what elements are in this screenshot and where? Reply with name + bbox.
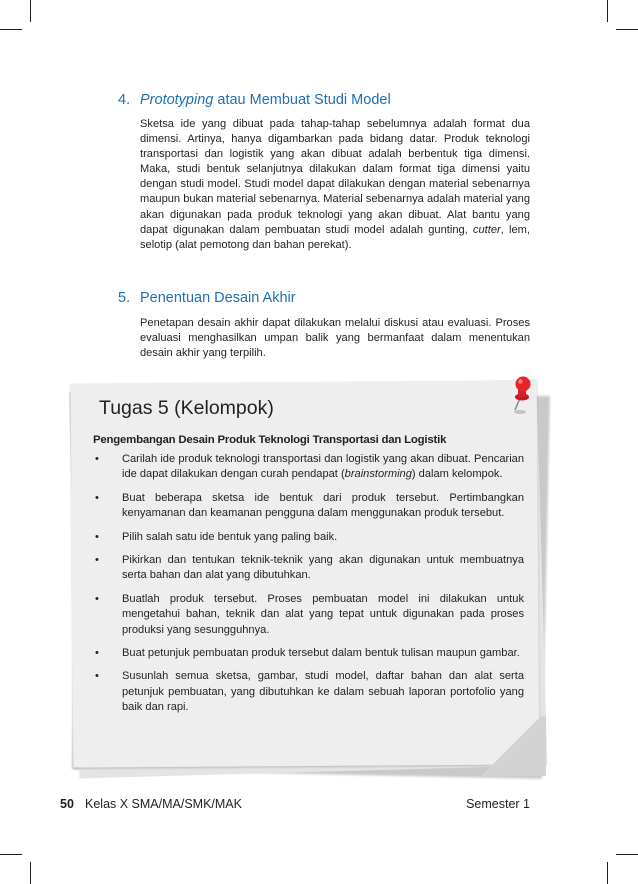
bullet-marker: • [95,491,99,504]
crop-mark-top-left-v [30,0,31,22]
bullet-marker: • [95,453,99,465]
semester-label: Semester 1 [466,797,530,811]
bullet-1-end: ) dalam kelompok. [411,468,503,481]
crop-mark-top-left-h [0,29,22,30]
section-4-body [140,117,530,253]
list-item [92,452,524,483]
bullet-marker: • [95,530,99,543]
list-item [92,530,524,545]
crop-mark-bottom-right-v [607,862,608,884]
list-item [92,592,524,638]
task-subtitle: Pengembangan Desain Produk Teknologi Transportasi dan Logistik [93,434,447,446]
list-item [92,553,524,584]
bullet-1-text: Carilah ide produk teknologi transportasi dan logistik yang akan dibuat. Pencarian ide dapat dilakukan dengan curah pendapat ( [122,453,524,481]
bullet-marker: • [95,592,99,605]
section-4-body-end: , lem, selotip (alat pemotong dan bahan perekat). [140,223,530,251]
note-page-curl [476,716,546,776]
book-title: Kelas X SMA/MA/SMK/MAK [85,797,242,811]
bullet-6-text: Buat petunjuk pembuatan produk tersebut dalam bentuk tulisan maupun gambar. [122,647,520,660]
section-5-title [118,290,296,306]
crop-mark-bottom-left-v [30,862,31,884]
bullet-7-text: Susunlah semua sketsa, gambar, studi model, daftar bahan dan alat serta petunjuk pembuatan, yang dibutuhkan ke dalam sebuah laporan portofolio yang baik dan rapi. [122,670,524,714]
section-4-body-main: Sketsa ide yang dibuat pada tahap-tahap sebelumnya adalah format dua dimensi. Artinya, hanya digambarkan pada bidang datar. Produk teknologi transportasi dan logistik yang akan dibuat adalah berbentuk tiga dimensi. Maka, studi bentuk selanjutnya dilakukan dalam format tiga dimensi yaitu dengan studi model. Studi model dapat dilakukan dengan material sebenarnya maupun bukan material sebenarnya. Material sebenarnya adalah material yang akan digunakan pada produk teknologi yang akan dibuat. Alat bantu yang dapat digunakan dalam pembuatan studi model adalah gunting, [140,118,530,236]
bullet-marker: • [95,554,99,567]
bullet-5-text: Buatlah produk tersebut. Proses pembuatan model ini dilakukan untuk mengetahui bahan, teknik dan alat yang tepat untuk digunakan pada proses produksi yang sesungguhnya. [122,592,524,636]
bullet-3-text: Pilih salah satu ide bentuk yang paling baik. [122,530,338,543]
bullet-marker: • [95,647,99,660]
crop-mark-top-right-h [616,29,638,30]
section-4-title [118,92,391,108]
bullet-4-text: Pikirkan dan tentukan teknik-teknik yang akan digunakan untuk membuatnya serta bahan dan alat yang dibutuhkan. [122,554,524,582]
bullet-marker: • [95,670,99,683]
task-bullet-list [92,452,524,724]
crop-mark-bottom-left-h [0,854,22,855]
crop-mark-top-right-v [607,0,608,22]
list-item [92,491,524,522]
crop-mark-bottom-right-h [616,854,638,855]
section-4-title-italic: Prototyping [140,92,214,108]
push-pin-icon [506,376,540,416]
section-4-number: 4. [118,92,131,108]
task-title: Tugas 5 (Kelompok) [99,397,274,419]
section-4-title-rest: atau Membuat Studi Model [213,92,391,108]
page-number: 50 [60,797,74,811]
section-5-title-text: Penentuan Desain Akhir [140,290,296,306]
bullet-1-italic: brainstorming [344,468,412,481]
bullet-2-text: Buat beberapa sketsa ide bentuk dari produk tersebut. Pertimbangkan kenyamanan dan keamanan pengguna dalam menggunakan produk tersebut. [122,491,524,520]
section-5-number: 5. [118,290,131,306]
section-5-body: Penetapan desain akhir dapat dilakukan melalui diskusi atau evaluasi. Proses evaluasi menghasilkan umpan balik yang bermanfaat dalam menentukan desain akhir yang terpilih. [140,317,530,360]
list-item [92,669,524,715]
section-4-body-cutter: cutter [472,223,501,236]
list-item [92,646,524,661]
